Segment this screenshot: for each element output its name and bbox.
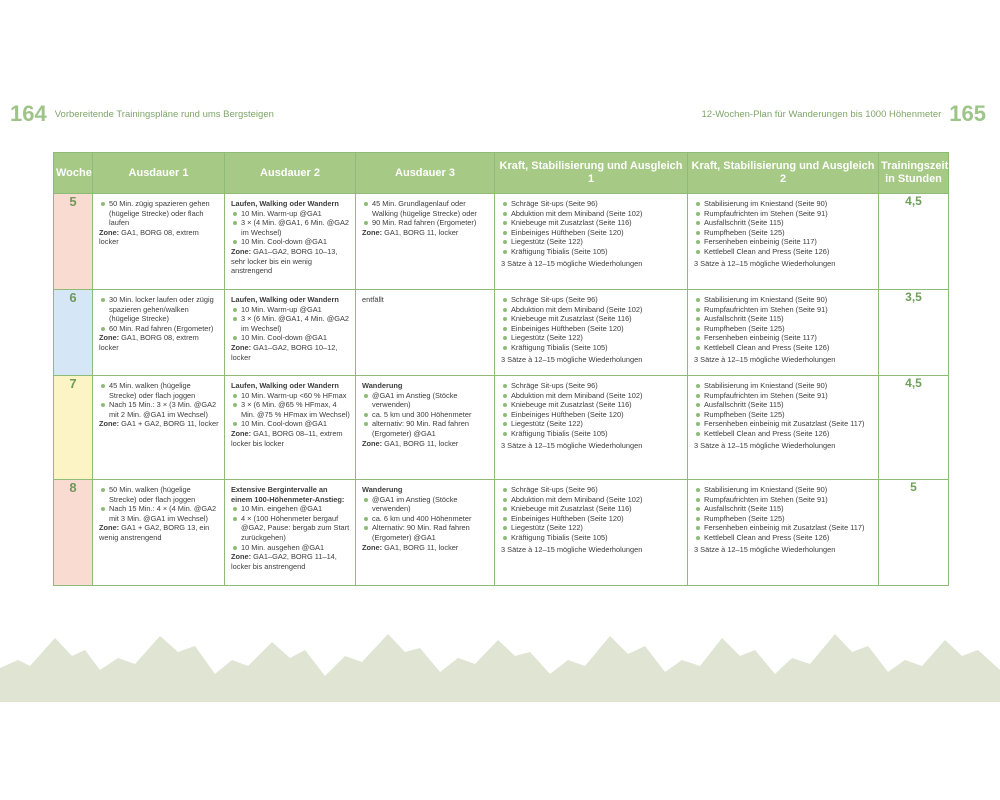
- bullet-list: [694, 381, 873, 439]
- bullet-list: [231, 504, 350, 552]
- list-item: Stabilisierung im Kniestand (Seite 90): [694, 199, 873, 209]
- zone-label: Zone:: [99, 227, 120, 237]
- bullet-list: [501, 381, 682, 439]
- zone-text: [362, 228, 489, 238]
- list-item: 10 Min. Cool-down @GA1: [231, 237, 350, 247]
- bullet-list: [231, 391, 350, 429]
- cell-title: Wanderung: [362, 485, 403, 494]
- zone-value: GA1, BORG 11, locker: [382, 542, 459, 552]
- list-item: Liegestütz (Seite 122): [501, 237, 682, 247]
- list-item: Rumpfheben (Seite 125): [694, 324, 873, 334]
- list-item: Kniebeuge mit Zusatzlast (Seite 116): [501, 400, 682, 410]
- cell-a3: [356, 290, 495, 376]
- cell-title: Laufen, Walking oder Wandern: [231, 295, 339, 304]
- header-kraft-1: Kraft, Stabilisierung und Ausgleich 1: [495, 153, 688, 194]
- mountain-silhouette: [0, 630, 1000, 702]
- zone-value: GA1–GA2, BORG 10–12, locker: [231, 342, 338, 362]
- list-item: Kniebeuge mit Zusatzlast (Seite 116): [501, 218, 682, 228]
- table-row: [54, 376, 949, 480]
- cell-k1: [495, 194, 688, 290]
- zone-label: Zone:: [231, 552, 252, 562]
- list-item: Einbeiniges Hüftheben (Seite 120): [501, 410, 682, 420]
- list-item: Abduktion mit dem Miniband (Seite 102): [501, 495, 682, 505]
- list-item: Rumpfaufrichten im Stehen (Seite 91): [694, 305, 873, 315]
- training-hours: 4,5: [879, 194, 949, 290]
- list-item: Einbeiniges Hüftheben (Seite 120): [501, 324, 682, 334]
- list-item: Rumpfaufrichten im Stehen (Seite 91): [694, 391, 873, 401]
- right-page-header: [702, 100, 986, 128]
- list-item: Fersenheben einbeinig mit Zusatzlast (Seite 117): [694, 419, 873, 429]
- week-number: 7: [54, 376, 93, 480]
- zone-value: GA1 + GA2, BORG 11, locker: [119, 419, 219, 429]
- cell-a2: [225, 376, 356, 480]
- list-item: 10 Min. Warm-up @GA1: [231, 209, 350, 219]
- list-item: Kniebeuge mit Zusatzlast (Seite 116): [501, 504, 682, 514]
- bullet-list: [231, 305, 350, 343]
- cell-k2: [688, 194, 879, 290]
- list-item: 3 × (4 Min. @GA1, 6 Min. @GA2 im Wechsel): [231, 218, 350, 237]
- cell-title: Laufen, Walking oder Wandern: [231, 199, 339, 208]
- list-item: Stabilisierung im Kniestand (Seite 90): [694, 295, 873, 305]
- cell-title: Extensive Bergintervalle an einem 100-Höhenmeter-Anstieg:: [231, 485, 345, 504]
- list-item: Alternativ: 90 Min. Rad fahren (Ergometer) @GA1: [362, 523, 489, 542]
- list-item: Ausfallschritt (Seite 115): [694, 504, 873, 514]
- list-item: 10 Min. Warm-up @GA1: [231, 305, 350, 315]
- bullet-list: [99, 295, 219, 333]
- list-item: Schräge Sit-ups (Seite 96): [501, 485, 682, 495]
- list-item: 4 × (100 Höhenmeter bergauf @GA2, Pause: bergab zum Start zurückgehen): [231, 514, 350, 543]
- cell-title: Wanderung: [362, 381, 403, 390]
- list-item: Fersenheben einbeinig mit Zusatzlast (Seite 117): [694, 523, 873, 533]
- sets-note: 3 Sätze à 12–15 mögliche Wiederholungen: [501, 440, 643, 450]
- sets-note: 3 Sätze à 12–15 mögliche Wiederholungen: [694, 354, 836, 364]
- zone-text: [99, 333, 219, 352]
- bullet-list: [362, 391, 489, 439]
- list-item: Ausfallschritt (Seite 115): [694, 218, 873, 228]
- right-page-number: 165: [949, 101, 986, 126]
- list-item: Kniebeuge mit Zusatzlast (Seite 116): [501, 314, 682, 324]
- zone-value: GA1, BORG 08, extrem locker: [99, 227, 199, 247]
- left-page-title: Vorbereitende Trainingspläne rund ums Bergsteigen: [54, 108, 274, 120]
- training-hours: 5: [879, 480, 949, 586]
- cell-k2: [688, 376, 879, 480]
- bullet-list: [694, 295, 873, 353]
- list-item: Abduktion mit dem Miniband (Seite 102): [501, 391, 682, 401]
- list-item: Rumpfheben (Seite 125): [694, 514, 873, 524]
- cell-k2: [688, 480, 879, 586]
- list-item: Kettlebell Clean and Press (Seite 126): [694, 247, 873, 257]
- zone-label: Zone:: [99, 523, 120, 533]
- table-row: [54, 194, 949, 290]
- zone-value: GA1 + GA2, BORG 13, ein wenig anstrengend: [99, 523, 210, 542]
- header-ausdauer-2: Ausdauer 2: [225, 153, 356, 194]
- cell-a3: [356, 480, 495, 586]
- list-item: 90 Min. Rad fahren (Ergometer): [362, 218, 489, 228]
- header-ausdauer-3: Ausdauer 3: [356, 153, 495, 194]
- zone-value: GA1, BORG 08–11, extrem locker bis locker: [231, 428, 343, 448]
- list-item: Liegestütz (Seite 122): [501, 419, 682, 429]
- list-item: Ausfallschritt (Seite 115): [694, 400, 873, 410]
- header-kraft-2: Kraft, Stabilisierung und Ausgleich 2: [688, 153, 879, 194]
- list-item: 50 Min. walken (hügelige Strecke) oder flach joggen: [99, 485, 219, 504]
- list-item: Schräge Sit-ups (Seite 96): [501, 381, 682, 391]
- cell-text: entfällt: [362, 295, 384, 304]
- list-item: Liegestütz (Seite 122): [501, 333, 682, 343]
- bullet-list: [501, 485, 682, 543]
- cell-a1: [93, 194, 225, 290]
- list-item: Stabilisierung im Kniestand (Seite 90): [694, 485, 873, 495]
- cell-a2: [225, 480, 356, 586]
- list-item: 45 Min. walken (hügelige Strecke) oder flach joggen: [99, 381, 219, 400]
- header-trainingszeit: Trainingszeit in Stunden: [879, 153, 949, 194]
- right-page-title: 12-Wochen-Plan für Wanderungen bis 1000 Höhenmeter: [701, 108, 942, 120]
- cell-a1: [93, 290, 225, 376]
- list-item: Rumpfheben (Seite 125): [694, 228, 873, 238]
- sets-note: 3 Sätze à 12–15 mögliche Wiederholungen: [501, 544, 643, 554]
- zone-label: Zone:: [231, 246, 252, 256]
- training-hours: 3,5: [879, 290, 949, 376]
- list-item: Kräftigung Tibialis (Seite 105): [501, 247, 682, 257]
- cell-a1: [93, 376, 225, 480]
- sets-note: 3 Sätze à 12–15 mögliche Wiederholungen: [501, 354, 643, 364]
- list-item: Kettlebell Clean and Press (Seite 126): [694, 343, 873, 353]
- list-item: 10 Min. Cool-down @GA1: [231, 333, 350, 343]
- list-item: Kettlebell Clean and Press (Seite 126): [694, 429, 873, 439]
- sets-note: 3 Sätze à 12–15 mögliche Wiederholungen: [694, 258, 836, 268]
- zone-label: Zone:: [231, 342, 252, 352]
- cell-k1: [495, 290, 688, 376]
- header-ausdauer-1: Ausdauer 1: [93, 153, 225, 194]
- bullet-list: [99, 199, 219, 228]
- cell-title: Laufen, Walking oder Wandern: [231, 381, 339, 390]
- list-item: Nach 15 Min.: 3 × (3 Min. @GA2 mit 2 Min. @GA1 im Wechsel): [99, 400, 219, 419]
- bullet-list: [694, 199, 873, 257]
- list-item: Rumpfaufrichten im Stehen (Seite 91): [694, 209, 873, 219]
- zone-value: GA1–GA2, BORG 10–13, sehr locker bis ein wenig anstrengend: [231, 246, 338, 276]
- list-item: Kräftigung Tibialis (Seite 105): [501, 533, 682, 543]
- cell-k2: [688, 290, 879, 376]
- list-item: Stabilisierung im Kniestand (Seite 90): [694, 381, 873, 391]
- list-item: ca. 5 km und 300 Höhenmeter: [362, 410, 489, 420]
- list-item: Liegestütz (Seite 122): [501, 523, 682, 533]
- training-plan-table: [53, 152, 949, 586]
- sets-note: 3 Sätze à 12–15 mögliche Wiederholungen: [694, 440, 836, 450]
- list-item: Rumpfheben (Seite 125): [694, 410, 873, 420]
- list-item: Einbeiniges Hüftheben (Seite 120): [501, 514, 682, 524]
- zone-text: [231, 247, 350, 276]
- list-item: 10 Min. Cool-down @GA1: [231, 419, 350, 429]
- list-item: Fersenheben einbeinig (Seite 117): [694, 333, 873, 343]
- left-page-number: 164: [10, 101, 47, 126]
- cell-a1: [93, 480, 225, 586]
- table-row: [54, 290, 949, 376]
- week-number: 8: [54, 480, 93, 586]
- bullet-list: [99, 381, 219, 419]
- mountain-range: [0, 634, 1000, 702]
- zone-label: Zone:: [231, 428, 252, 438]
- zone-text: [231, 343, 350, 362]
- zone-text: [362, 439, 489, 449]
- list-item: Kräftigung Tibialis (Seite 105): [501, 429, 682, 439]
- table-row: [54, 480, 949, 586]
- zone-text: [99, 523, 219, 542]
- list-item: 30 Min. locker laufen oder zügig spazieren gehen/walken (hügelige Strecke): [99, 295, 219, 324]
- week-number: 6: [54, 290, 93, 376]
- zone-label: Zone:: [99, 419, 120, 429]
- list-item: Schräge Sit-ups (Seite 96): [501, 199, 682, 209]
- zone-label: Zone:: [362, 438, 383, 448]
- bullet-list: [231, 209, 350, 247]
- list-item: 60 Min. Rad fahren (Ergometer): [99, 324, 219, 334]
- list-item: 50 Min. zügig spazieren gehen (hügelige Strecke) oder flach laufen: [99, 199, 219, 228]
- list-item: @GA1 im Anstieg (Stöcke verwenden): [362, 495, 489, 514]
- list-item: Einbeiniges Hüftheben (Seite 120): [501, 228, 682, 238]
- list-item: Abduktion mit dem Miniband (Seite 102): [501, 305, 682, 315]
- zone-value: GA1, BORG 08, extrem locker: [99, 333, 199, 352]
- list-item: Kräftigung Tibialis (Seite 105): [501, 343, 682, 353]
- zone-value: GA1, BORG 11, locker: [382, 227, 459, 237]
- zone-label: Zone:: [99, 333, 120, 343]
- list-item: ca. 6 km und 400 Höhenmeter: [362, 514, 489, 524]
- bullet-list: [501, 295, 682, 353]
- bullet-list: [362, 199, 489, 228]
- cell-k1: [495, 376, 688, 480]
- list-item: 3 × (6 Min. @65 % HFmax, 4 Min. @75 % HFmax im Wechsel): [231, 400, 350, 419]
- zone-text: [362, 543, 489, 553]
- training-hours: 4,5: [879, 376, 949, 480]
- zone-text: [99, 228, 219, 247]
- list-item: Schräge Sit-ups (Seite 96): [501, 295, 682, 305]
- list-item: Nach 15 Min.: 4 × (4 Min. @GA2 mit 3 Min. @GA1 im Wechsel): [99, 504, 219, 523]
- zone-label: Zone:: [362, 542, 383, 552]
- list-item: alternativ: 90 Min. Rad fahren (Ergometer) @GA1: [362, 419, 489, 438]
- zone-text: [99, 419, 219, 429]
- list-item: 3 × (6 Min. @GA1, 4 Min. @GA2 im Wechsel): [231, 314, 350, 333]
- list-item: 45 Min. Grundlagenlauf oder Walking (hügelige Strecke) oder: [362, 199, 489, 218]
- list-item: Rumpfaufrichten im Stehen (Seite 91): [694, 495, 873, 505]
- zone-value: GA1, BORG 11, locker: [382, 438, 459, 448]
- cell-a3: [356, 376, 495, 480]
- left-page-header: [10, 100, 274, 128]
- cell-k1: [495, 480, 688, 586]
- bullet-list: [99, 485, 219, 523]
- list-item: 10 Min. eingehen @GA1: [231, 504, 350, 514]
- zone-label: Zone:: [362, 227, 383, 237]
- list-item: Kettlebell Clean and Press (Seite 126): [694, 533, 873, 543]
- bullet-list: [362, 495, 489, 543]
- sets-note: 3 Sätze à 12–15 mögliche Wiederholungen: [694, 544, 836, 554]
- list-item: @GA1 im Anstieg (Stöcke verwenden): [362, 391, 489, 410]
- zone-text: [231, 552, 350, 571]
- list-item: Ausfallschritt (Seite 115): [694, 314, 873, 324]
- sets-note: 3 Sätze à 12–15 mögliche Wiederholungen: [501, 258, 643, 268]
- bullet-list: [501, 199, 682, 257]
- table-header-row: [54, 153, 949, 194]
- zone-text: [231, 429, 350, 448]
- list-item: Abduktion mit dem Miniband (Seite 102): [501, 209, 682, 219]
- bullet-list: [694, 485, 873, 543]
- cell-a3: [356, 194, 495, 290]
- header-woche: Woche: [54, 153, 93, 194]
- week-number: 5: [54, 194, 93, 290]
- list-item: Fersenheben einbeinig (Seite 117): [694, 237, 873, 247]
- cell-a2: [225, 290, 356, 376]
- list-item: 10 Min. ausgehen @GA1: [231, 543, 350, 553]
- list-item: 10 Min. Warm-up <60 % HFmax: [231, 391, 350, 401]
- zone-value: GA1–GA2, BORG 11–14, locker bis anstrengend: [231, 552, 337, 571]
- cell-a2: [225, 194, 356, 290]
